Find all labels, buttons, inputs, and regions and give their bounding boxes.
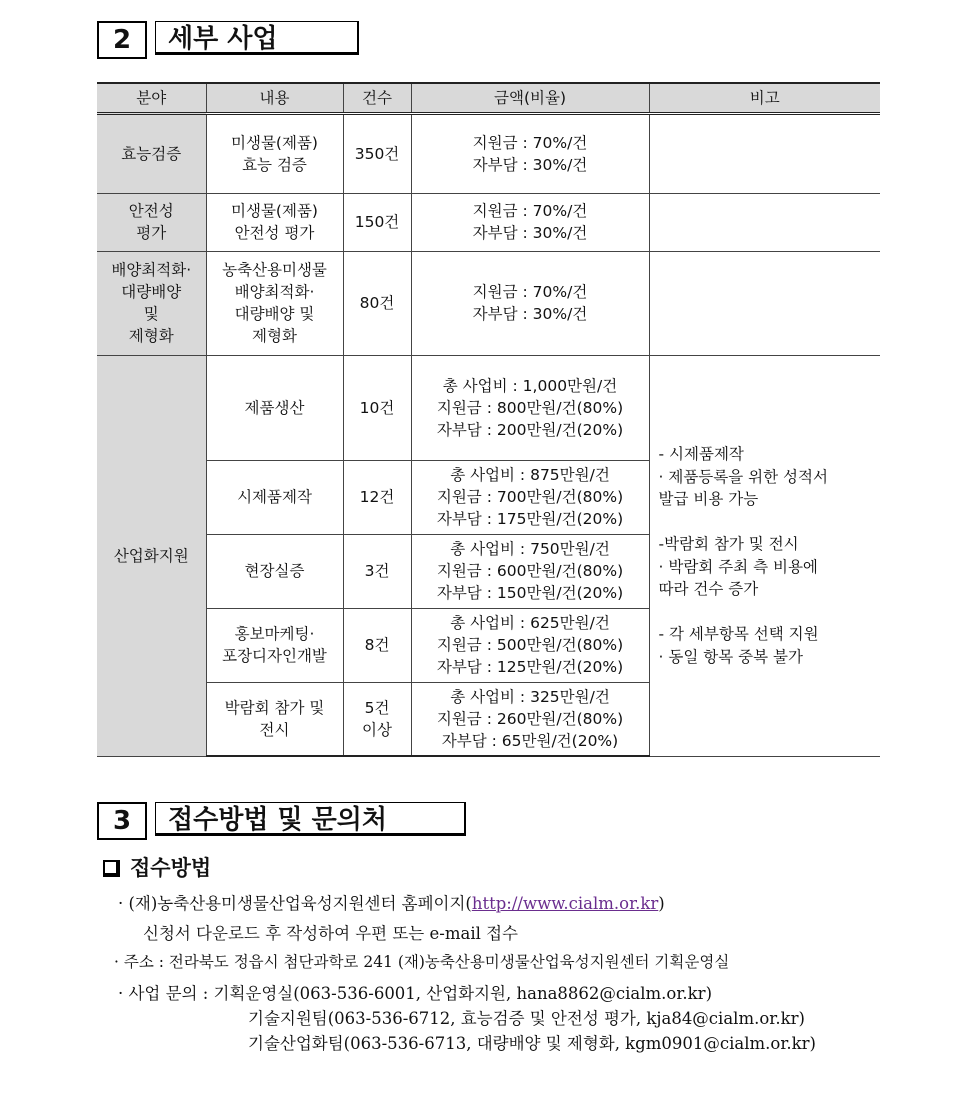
header-count: 건수 <box>343 83 411 113</box>
amount-cell: 총 사업비 : 1,000만원/건 지원금 : 800만원/건(80%) 자부담 : 200만원/건(20%) <box>411 355 649 460</box>
amount-cell: 총 사업비 : 750만원/건 지원금 : 600만원/건(80%) 자부담 : 150만원/건(20%) <box>411 534 649 608</box>
contact-label: · 사업 문의 : <box>118 984 214 1003</box>
amount-cell: 지원금 : 70%/건 자부담 : 30%/건 <box>411 251 649 355</box>
count-cell: 8건 <box>343 608 411 682</box>
field-cell: 안전성 평가 <box>97 193 206 251</box>
header-field: 분야 <box>97 83 206 113</box>
apply-line-1-prefix: · (재)농축산용미생물산업육성지원센터 홈페이지( <box>118 894 472 913</box>
field-cell-industrial: 산업화지원 <box>97 355 206 756</box>
apply-heading-text: 접수방법 <box>130 856 212 880</box>
content-cell: 홍보마케팅· 포장디자인개발 <box>206 608 343 682</box>
table-row <box>97 251 880 355</box>
header-amount: 금액(비율) <box>411 83 649 113</box>
table-row <box>97 113 880 193</box>
homepage-link[interactable]: http://www.cialm.or.kr <box>471 894 659 913</box>
field-cell: 배양최적화· 대량배양 및 제형화 <box>97 251 206 355</box>
amount-cell: 지원금 : 70%/건 자부담 : 30%/건 <box>411 113 649 193</box>
amount-cell: 총 사업비 : 625만원/건 지원금 : 500만원/건(80%) 자부담 : 125만원/건(20%) <box>411 608 649 682</box>
detail-program-table <box>97 82 880 757</box>
section-title: 세부 사업 <box>155 21 359 55</box>
apply-line-1-suffix: ) <box>658 894 665 913</box>
count-cell: 10건 <box>343 355 411 460</box>
section-number: 3 <box>97 802 147 840</box>
contact-planning: 기획운영실(063-536-6001, 산업화지원, hana8862@cialm.or.kr) <box>213 984 713 1003</box>
apply-line-2: 신청서 다운로드 후 작성하여 우편 또는 e-mail 접수 <box>143 924 518 943</box>
content-cell: 농축산용미생물 배양최적화· 대량배양 및 제형화 <box>206 251 343 355</box>
header-content: 내용 <box>206 83 343 113</box>
contact-line-2: 기술지원팀(063-536-6712, 효능검증 및 안전성 평가, kja84@cialm.or.kr) <box>248 1009 805 1028</box>
content-cell: 현장실증 <box>206 534 343 608</box>
content-cell: 제품생산 <box>206 355 343 460</box>
table-row <box>97 193 880 251</box>
table-header-row <box>97 83 880 113</box>
count-cell: 12건 <box>343 460 411 534</box>
note-cell-industrial: - 시제품제작 · 제품등록을 위한 성적서 발급 비용 가능 -박람회 참가 및 전시 · 박람회 주최 측 비용에 따라 건수 증가 - 각 세부항목 선택 지원 · 동일 항목 중복 불가 <box>649 355 880 756</box>
apply-method-heading <box>103 852 211 882</box>
header-note: 비고 <box>649 83 880 113</box>
amount-cell: 총 사업비 : 875만원/건 지원금 : 700만원/건(80%) 자부담 : 175만원/건(20%) <box>411 460 649 534</box>
section-number: 2 <box>97 21 147 59</box>
contact-line-1 <box>118 980 712 1004</box>
checkbox-square-icon <box>103 860 120 877</box>
note-cell <box>649 193 880 251</box>
content-cell: 시제품제작 <box>206 460 343 534</box>
contact-line-3: 기술산업화팀(063-536-6713, 대량배양 및 제형화, kgm0901@cialm.or.kr) <box>248 1034 816 1053</box>
field-cell: 효능검증 <box>97 113 206 193</box>
count-cell: 5건 이상 <box>343 682 411 756</box>
count-cell: 3건 <box>343 534 411 608</box>
count-cell: 80건 <box>343 251 411 355</box>
note-cell <box>649 251 880 355</box>
note-cell <box>649 113 880 193</box>
section-title: 접수방법 및 문의처 <box>155 802 466 836</box>
count-cell: 150건 <box>343 193 411 251</box>
content-cell: 박람회 참가 및 전시 <box>206 682 343 756</box>
amount-cell: 총 사업비 : 325만원/건 지원금 : 260만원/건(80%) 자부담 : 65만원/건(20%) <box>411 682 649 756</box>
content-cell: 미생물(제품) 안전성 평가 <box>206 193 343 251</box>
amount-cell: 지원금 : 70%/건 자부담 : 30%/건 <box>411 193 649 251</box>
apply-line-1 <box>118 890 665 914</box>
address-line: · 주소 : 전라북도 정읍시 첨단과학로 241 (재)농축산용미생물산업육성지원센터 기획운영실 <box>114 953 730 971</box>
table-row <box>97 355 880 460</box>
count-cell: 350건 <box>343 113 411 193</box>
content-cell: 미생물(제품) 효능 검증 <box>206 113 343 193</box>
